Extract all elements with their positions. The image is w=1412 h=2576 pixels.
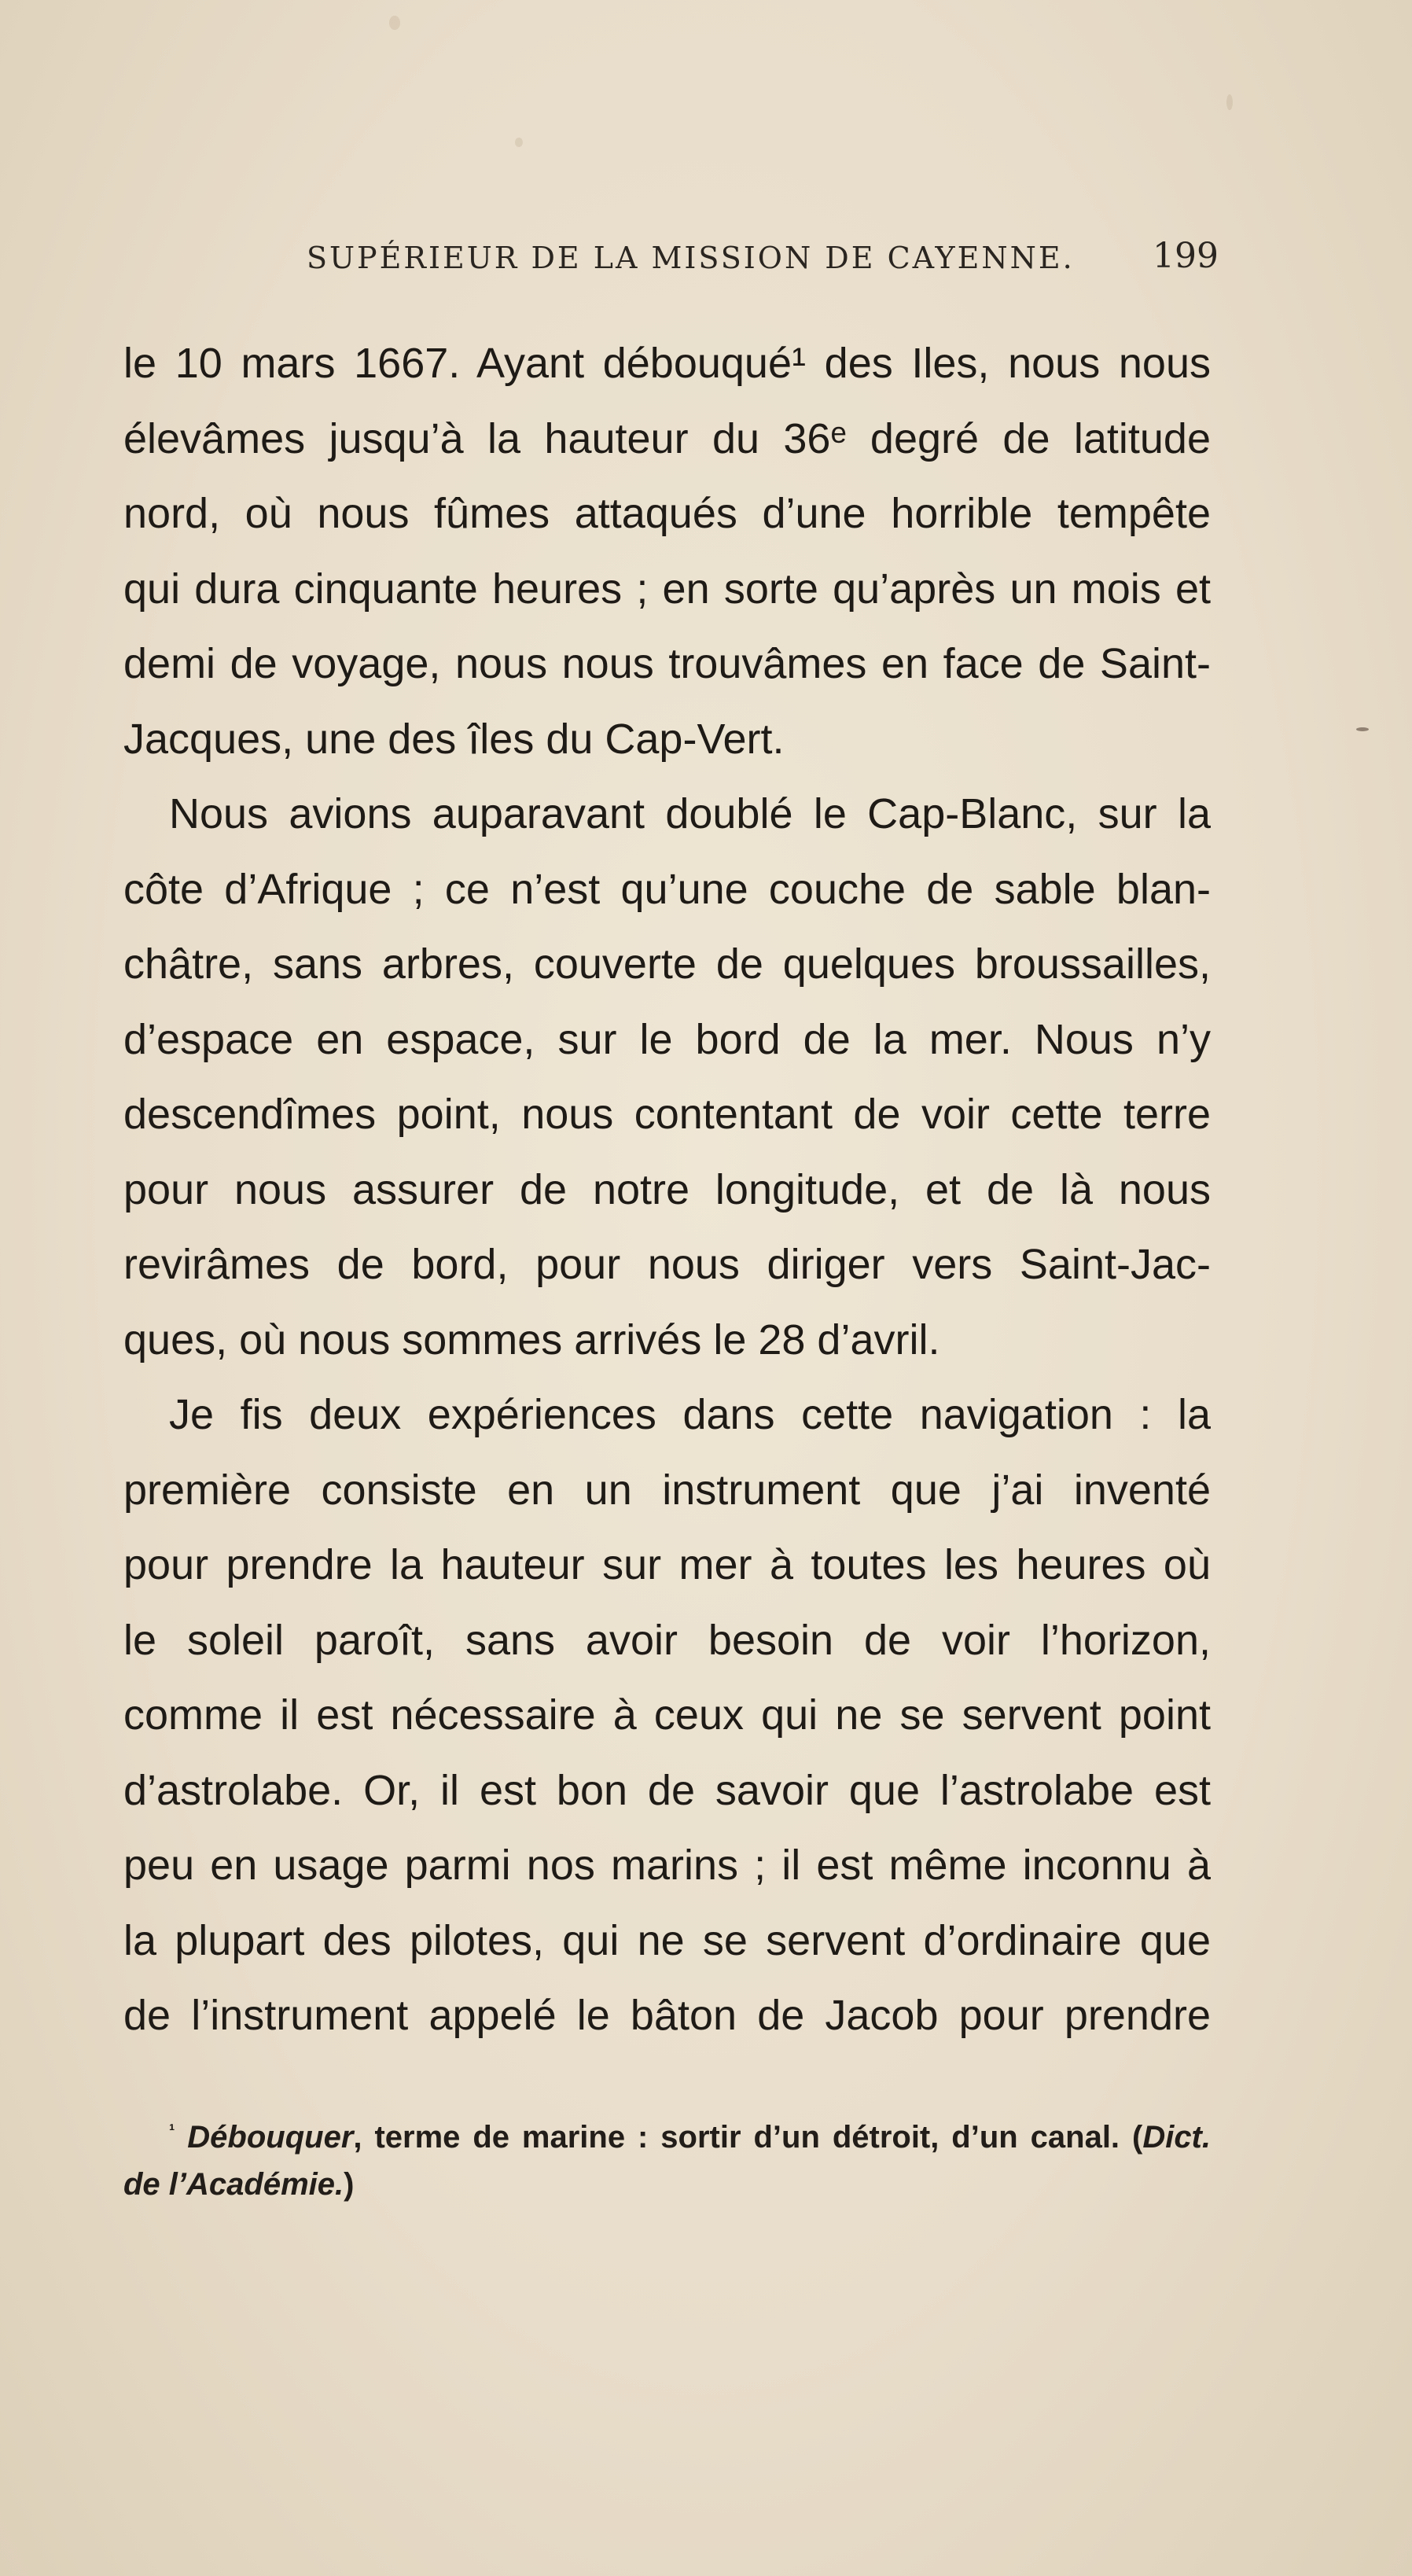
- footnote: [123, 2114, 1211, 2208]
- text-line: la plupart des pilotes, qui ne se servent d’ordinaire que: [123, 1916, 1211, 1964]
- paper-speck: [1226, 94, 1233, 110]
- text-line: Je fis deux expériences dans cette navigation : la: [169, 1391, 1211, 1438]
- text-line: Jacques, une des îles du Cap-Vert.: [123, 715, 785, 763]
- text-line: première consiste en un instrument que j’ai inventé: [123, 1466, 1211, 1514]
- text-line: d’espace en espace, sur le bord de la mer. Nous n’y: [123, 1015, 1211, 1063]
- paper-speck: [389, 16, 400, 30]
- text-line: d’astrolabe. Or, il est bon de savoir que l’astrolabe est: [123, 1766, 1211, 1814]
- running-title: SUPÉRIEUR DE LA MISSION DE CAYENNE.: [307, 241, 1075, 275]
- text-line: nord, où nous fûmes attaqués d’une horrible tempête: [123, 490, 1211, 537]
- text-line: comme il est nécessaire à ceux qui ne se servent point: [123, 1691, 1211, 1739]
- text-line: le soleil paroît, sans avoir besoin de voir l’horizon,: [123, 1616, 1211, 1664]
- text-line: le 10 mars 1667. Ayant débouqué¹ des Iles, nous nous: [123, 340, 1211, 387]
- footnote-marker: ¹: [169, 2120, 175, 2140]
- footnote-term: Débouquer: [187, 2120, 354, 2155]
- text-line: Nous avions auparavant doublé le Cap-Blanc, sur la: [169, 790, 1211, 837]
- text-line: descendîmes point, nous contentant de voir cette terre: [123, 1091, 1211, 1138]
- text-line: qui dura cinquante heures ; en sorte qu’après un mois et: [123, 565, 1211, 613]
- text-line: de l’instrument appelé le bâton de Jacob pour prendre: [123, 1992, 1211, 2039]
- paragraph-3: [123, 1378, 1211, 2054]
- text-line: élevâmes jusqu’à la hauteur du 36ᵉ degré de latitude: [123, 414, 1211, 462]
- paper-speck: [515, 138, 523, 147]
- footnote-definition: , terme de marine : sortir d’un détroit, d’un canal. (: [353, 2120, 1143, 2155]
- text-line: pour prendre la hauteur sur mer à toutes les heures où: [123, 1541, 1211, 1588]
- footnote-source-part2: de l’Académie.: [123, 2167, 344, 2202]
- footnote-line: [123, 2114, 1211, 2161]
- paragraph-2: [123, 777, 1211, 1378]
- text-line: châtre, sans arbres, couverte de quelques broussailles,: [123, 940, 1211, 988]
- running-header: [307, 233, 1219, 288]
- footnote-line: [123, 2161, 1211, 2208]
- footnote-source-part1: Dict.: [1142, 2120, 1211, 2155]
- text-line: revirâmes de bord, pour nous diriger vers Saint-Jac-: [123, 1241, 1211, 1288]
- footnote-closing: ): [344, 2167, 355, 2202]
- text-line: peu en usage parmi nos marins ; il est même inconnu à: [123, 1842, 1211, 1889]
- text-line: pour nous assurer de notre longitude, et de là nous: [123, 1165, 1211, 1213]
- paper-mark: [1356, 727, 1369, 731]
- text-line: ques, où nous sommes arrivés le 28 d’avril.: [123, 1316, 940, 1363]
- text-line: demi de voyage, nous nous trouvâmes en face de Saint-: [123, 640, 1211, 687]
- paragraph-1: [123, 326, 1211, 777]
- page-number: 199: [1153, 236, 1219, 276]
- text-line: côte d’Afrique ; ce n’est qu’une couche de sable blan-: [123, 865, 1211, 913]
- body-text: [123, 326, 1211, 2054]
